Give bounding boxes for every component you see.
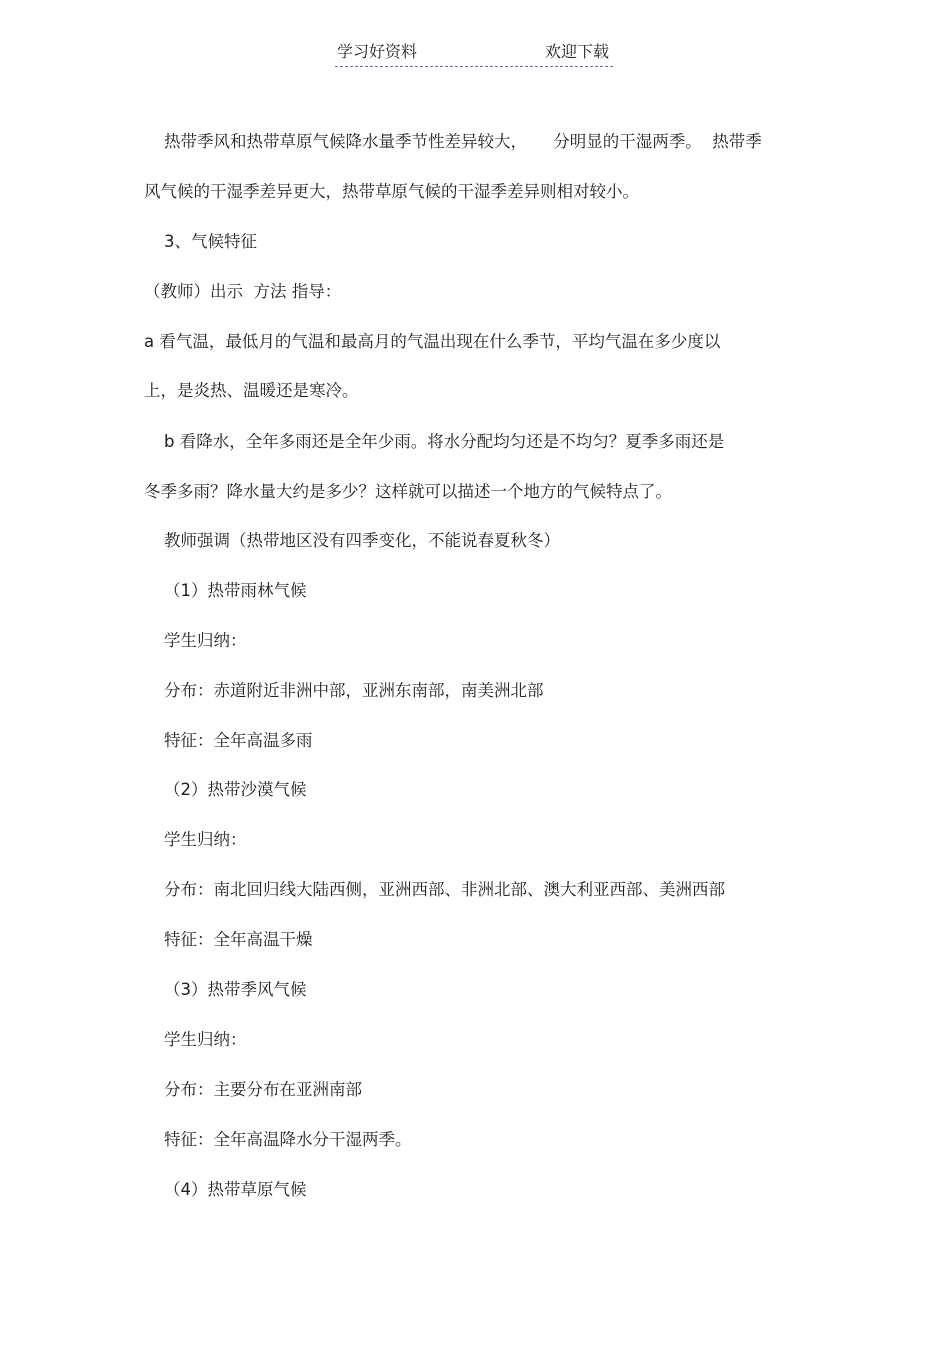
header-left-text: 学习好资料 (337, 42, 418, 61)
subsection-heading: （3）热带季风气候 (164, 980, 307, 999)
paragraph-line: 特征：全年高温干燥 (164, 930, 313, 949)
section-heading: 3、气候特征 (164, 232, 257, 251)
paragraph-line: 学生归纳： (164, 1030, 247, 1049)
paragraph-line: 上，是炎热、温暖还是寒冷。 (144, 381, 359, 400)
paragraph-line: 分布：南北回归线大陆西侧，亚洲西部、非洲北部、澳大利亚西部、美洲西部 (164, 880, 725, 899)
paragraph-line: 冬季多雨？降水量大约是多少？这样就可以描述一个地方的气候特点了。 (144, 482, 672, 501)
subsection-heading: （4）热带草原气候 (164, 1180, 307, 1199)
page-header (335, 42, 613, 67)
paragraph-line: 风气候的干湿季差异更大，热带草原气候的干湿季差异则相对较小。 (144, 182, 639, 201)
paragraph-line: 学生归纳： (164, 830, 247, 849)
paragraph-line: （教师）出示 方法 指导： (144, 282, 342, 301)
paragraph-line: 分布：赤道附近非洲中部，亚洲东南部，南美洲北部 (164, 681, 544, 700)
header-right-text: 欢迎下载 (544, 42, 609, 61)
subsection-heading: （1）热带雨林气候 (164, 581, 307, 600)
paragraph-line: 特征：全年高温降水分干湿两季。 (164, 1130, 412, 1149)
paragraph-line: b 看降水，全年多雨还是全年少雨。将水分配均匀还是不均匀？夏季多雨还是 (164, 432, 725, 451)
paragraph-line: 特征：全年高温多雨 (164, 731, 313, 750)
paragraph-line: 分布：主要分布在亚洲南部 (164, 1080, 362, 1099)
paragraph-line: a 看气温，最低月的气温和最高月的气温出现在什么季节，平均气温在多少度以 (144, 332, 721, 351)
paragraph-line: 学生归纳： (164, 631, 247, 650)
paragraph-line: 热带季风和热带草原气候降水量季节性差异较大， 分明显的干湿两季。 热带季 (164, 132, 762, 151)
subsection-heading: （2）热带沙漠气候 (164, 780, 307, 799)
paragraph-line: 教师强调（热带地区没有四季变化，不能说春夏秋冬） (164, 531, 560, 550)
